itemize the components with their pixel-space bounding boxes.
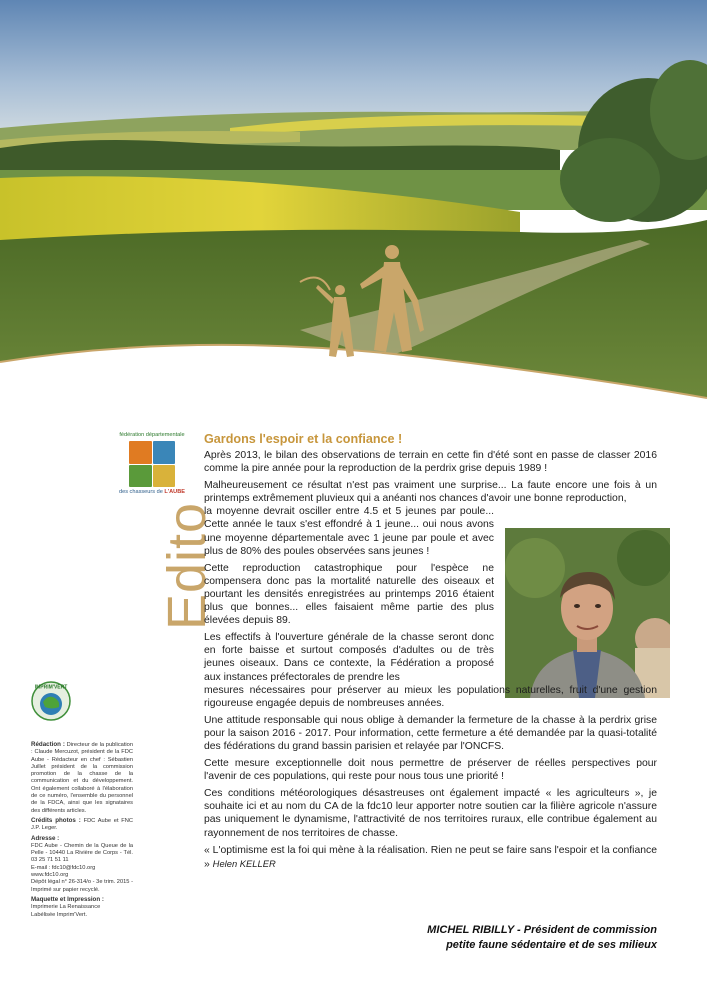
hero-landscape-image xyxy=(0,0,707,410)
colophon-credits-text: FDC Aube et FNC J.P. Leger. xyxy=(31,817,133,832)
edito-vertical-label: Edito xyxy=(157,501,217,630)
colophon-print xyxy=(31,896,133,919)
article-paragraph-2b: la moyenne devrait osciller entre 4.5 et 5 jeunes par poule... Cette année le taux s'est effondré à 1 jeune... oui nous avons une moyenne départementale avec 1 jeune par poule et avec plus de 80% des poules observées sans jeunes ! xyxy=(204,506,494,557)
federation-logo xyxy=(118,432,186,495)
colophon-label: Labélisée Imprim'Vert. xyxy=(31,911,88,918)
article-paragraph-2a: Malheureusement ce résultat n'est pas vraiment une surprise... La faute encore une fois à un printemps extrêmement pluvieux qui a anéanti nos chances d'avoir une bonne reproduction, xyxy=(204,480,657,505)
federation-logo-top-text: fédération départementale xyxy=(119,432,185,438)
article-paragraph-7: Ces conditions météorologiques désastreuses ont également impacté « les agriculteurs », je souhaite ici et au nom du CA de la fdc10 leur apporter notre soutien car la filière agricole n'assure pas uniquement le dynamisme, l'attractivité de nos territoires ruraux, elle contribue également au rayonnement de nos territoires de chasse. xyxy=(204,788,657,839)
colophon-address-heading: Adresse : xyxy=(31,834,60,842)
colophon-email: E-mail : fdc10@fdc10.org xyxy=(31,864,96,871)
colophon-credits-heading: Crédits photos : xyxy=(31,816,81,824)
federation-logo-bottom-prefix: des chasseurs de xyxy=(118,489,165,495)
article-paragraph-5: Une attitude responsable qui nous oblige à demander la fermeture de la chasse à la perdrix grise pour la saison 2016 - 2017. Pour information, cette fermeture a été demandée par la quasi-totalité des fédérations du grand bassin parisien et relayée par l'ONCFS. xyxy=(204,714,657,752)
signature-block xyxy=(427,923,657,953)
signature-name: MICHEL RIBILLY - Président de commission xyxy=(427,924,657,936)
article-paragraph-4a: Les effectifs à l'ouverture générale de la chasse seront donc en forte baisse et surtout composés d'adultes ou de très jeunes oiseaux. Dans ce contexte, la Fédération a proposé aux instances préfectorales de prendre les xyxy=(204,632,494,683)
imprim-vert-text: IMPRIM'VERT xyxy=(34,684,68,691)
article-paragraph-1: Après 2013, le bilan des observations de terrain en cette fin d'été sont en passe de classer 2016 comme la pire année pour la reproduction de la perdrix grise depuis 1989 ! xyxy=(204,450,657,475)
colophon-redaction-heading: Rédaction : xyxy=(31,741,65,748)
article-paragraph-6: Cette mesure exceptionnelle doit nous permettre de préserver de réelles perspectives pour l'avenir de ces populations, qui reste pour nous tous une priorité ! xyxy=(204,758,657,783)
emblem-quadrant-green xyxy=(129,465,152,488)
imprim-vert-logo xyxy=(30,680,72,722)
emblem-quadrant-blue xyxy=(153,441,176,464)
article-paragraph-3: Cette reproduction catastrophique pour l'espèce ne compensera donc pas la mortalité naturelle des oiseaux et pourtant les densités enregistrées au printemps 2016 étaient plus que bonnes... elles faisaient même partie des plus élevées depuis 89. xyxy=(204,562,494,627)
colophon-redaction xyxy=(31,741,133,815)
federation-logo-emblem xyxy=(129,441,175,487)
colophon-redaction-text: Directeur de la publication : Claude Mercuzot, président de la FDC Aube - Rédacteur en chef : Sébastien Juillet président de la commission promotion de la chasse de la communication et du développement. Ont également collaboré à l'élaboration de ce numéro, l'ensemble du personnel de la FDCA, ainsi que les signataires des différents articles. xyxy=(31,742,133,814)
colophon-address xyxy=(31,835,133,894)
signature-role: petite faune sédentaire et de ses milieux xyxy=(446,939,657,951)
landscape-illustration xyxy=(0,0,707,410)
imprim-vert-icon xyxy=(30,680,72,722)
quote-author: Helen KELLER xyxy=(212,857,276,869)
colophon-address-line: FDC Aube - Chemin de la Queue de la Pelle - 10440 La Rivière de Corps - Tél. 03 25 71 51 11 xyxy=(31,842,133,864)
quote-text: « L'optimisme est la foi qui mène à la réalisation. Rien ne peut se faire sans l'espoir et la confiance » xyxy=(204,844,657,870)
colophon-printer: Imprimerie La Renaissance xyxy=(31,904,101,911)
emblem-quadrant-yellow xyxy=(153,465,176,488)
colophon-credits xyxy=(31,817,133,833)
editorial-article xyxy=(204,432,657,875)
article-paragraph-4b: mesures nécessaires pour préserver au mieux les populations naturelles, fruit d'une gestion rigoureuse engagée depuis de nombreuses années. xyxy=(204,684,657,709)
colophon-print-heading: Maquette et Impression : xyxy=(31,895,104,903)
federation-logo-bottom-text xyxy=(118,489,186,495)
colophon xyxy=(31,741,133,921)
colophon-legal-deposit: Dépôt légal n° 26-314/o - 3e trim. 2015 - Imprimé sur papier recyclé. xyxy=(31,879,133,893)
article-title: Gardons l'espoir et la confiance ! xyxy=(204,432,403,446)
emblem-quadrant-orange xyxy=(129,441,152,464)
colophon-website: www.fdc10.org xyxy=(31,872,69,879)
federation-logo-bottom-bold: L'AUBE xyxy=(164,489,185,495)
article-quote xyxy=(204,844,657,871)
